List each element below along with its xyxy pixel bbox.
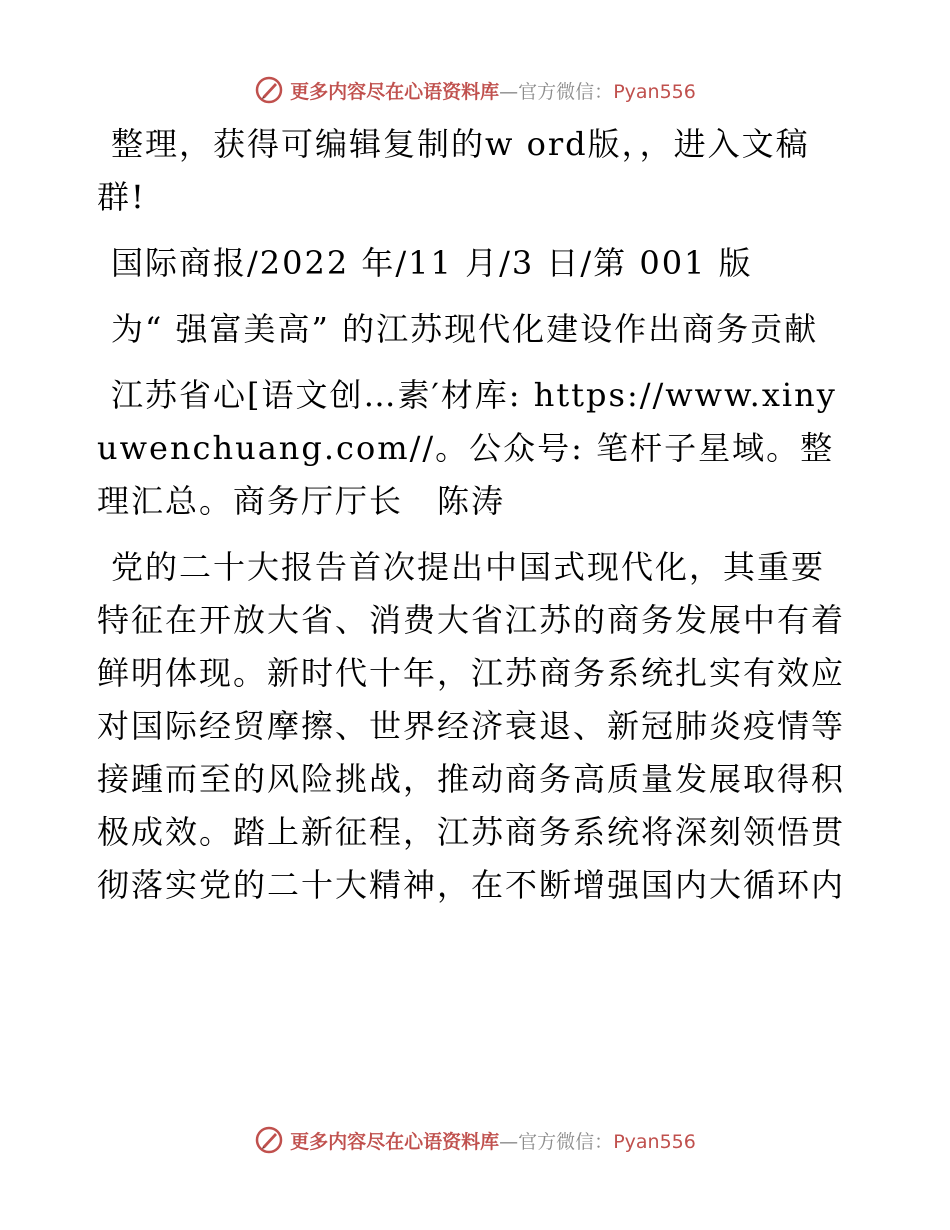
header-banner: [0, 70, 950, 110]
banner-main-text: 更多内容尽在心语资料库: [290, 80, 500, 103]
author-line: [97, 369, 857, 528]
author-text: 江苏省心[语文创…素′材库: https://www.xinyuwenchuang.com//。公众号: 笔杆子星域。整理汇总。商务厅厅长 陈涛: [97, 376, 837, 520]
source-text: 国际商报/2022 年/11 月/3 日/第 001 版: [111, 244, 753, 282]
banner-text: [290, 77, 696, 104]
body-paragraph: [97, 541, 857, 912]
banner-wechat-id: Pyan556: [613, 80, 696, 103]
title-text: 为“ 强富美高” 的江苏现代化建设作出商务贡献: [111, 310, 819, 348]
banner-dash: —: [499, 1130, 519, 1153]
intro-paragraph: [97, 118, 857, 224]
banner-main-text: 更多内容尽在心语资料库: [290, 1130, 500, 1153]
document-body: [97, 118, 857, 925]
quill-pen-logo-icon: [254, 75, 284, 105]
body-text: 党的二十大报告首次提出中国式现代化，其重要特征在开放大省、消费大省江苏的商务发展中有着鲜明体现。新时代十年，江苏商务系统扎实有效应对国际经贸摩擦、世界经济衰退、新冠肺炎疫情等接踵而至的风险挑战，推动商务高质量发展取得积极成效。踏上新征程，江苏商务系统将深刻领悟贯彻落实党的二十大精神，在不断增强国内大循环内: [97, 548, 846, 904]
source-line: [97, 237, 857, 290]
quill-pen-logo-icon: [254, 1125, 284, 1155]
banner-wechat-id: Pyan556: [613, 1130, 696, 1153]
footer-banner: [0, 1120, 950, 1160]
intro-text: 整理，获得可编辑复制的w ord版，，进入文稿群!: [97, 125, 810, 216]
banner-wechat-label: 官方微信：: [518, 1130, 614, 1153]
banner-wechat-label: 官方微信：: [518, 80, 614, 103]
banner-text: [290, 1127, 696, 1154]
article-title: [97, 303, 857, 356]
banner-dash: —: [499, 80, 519, 103]
